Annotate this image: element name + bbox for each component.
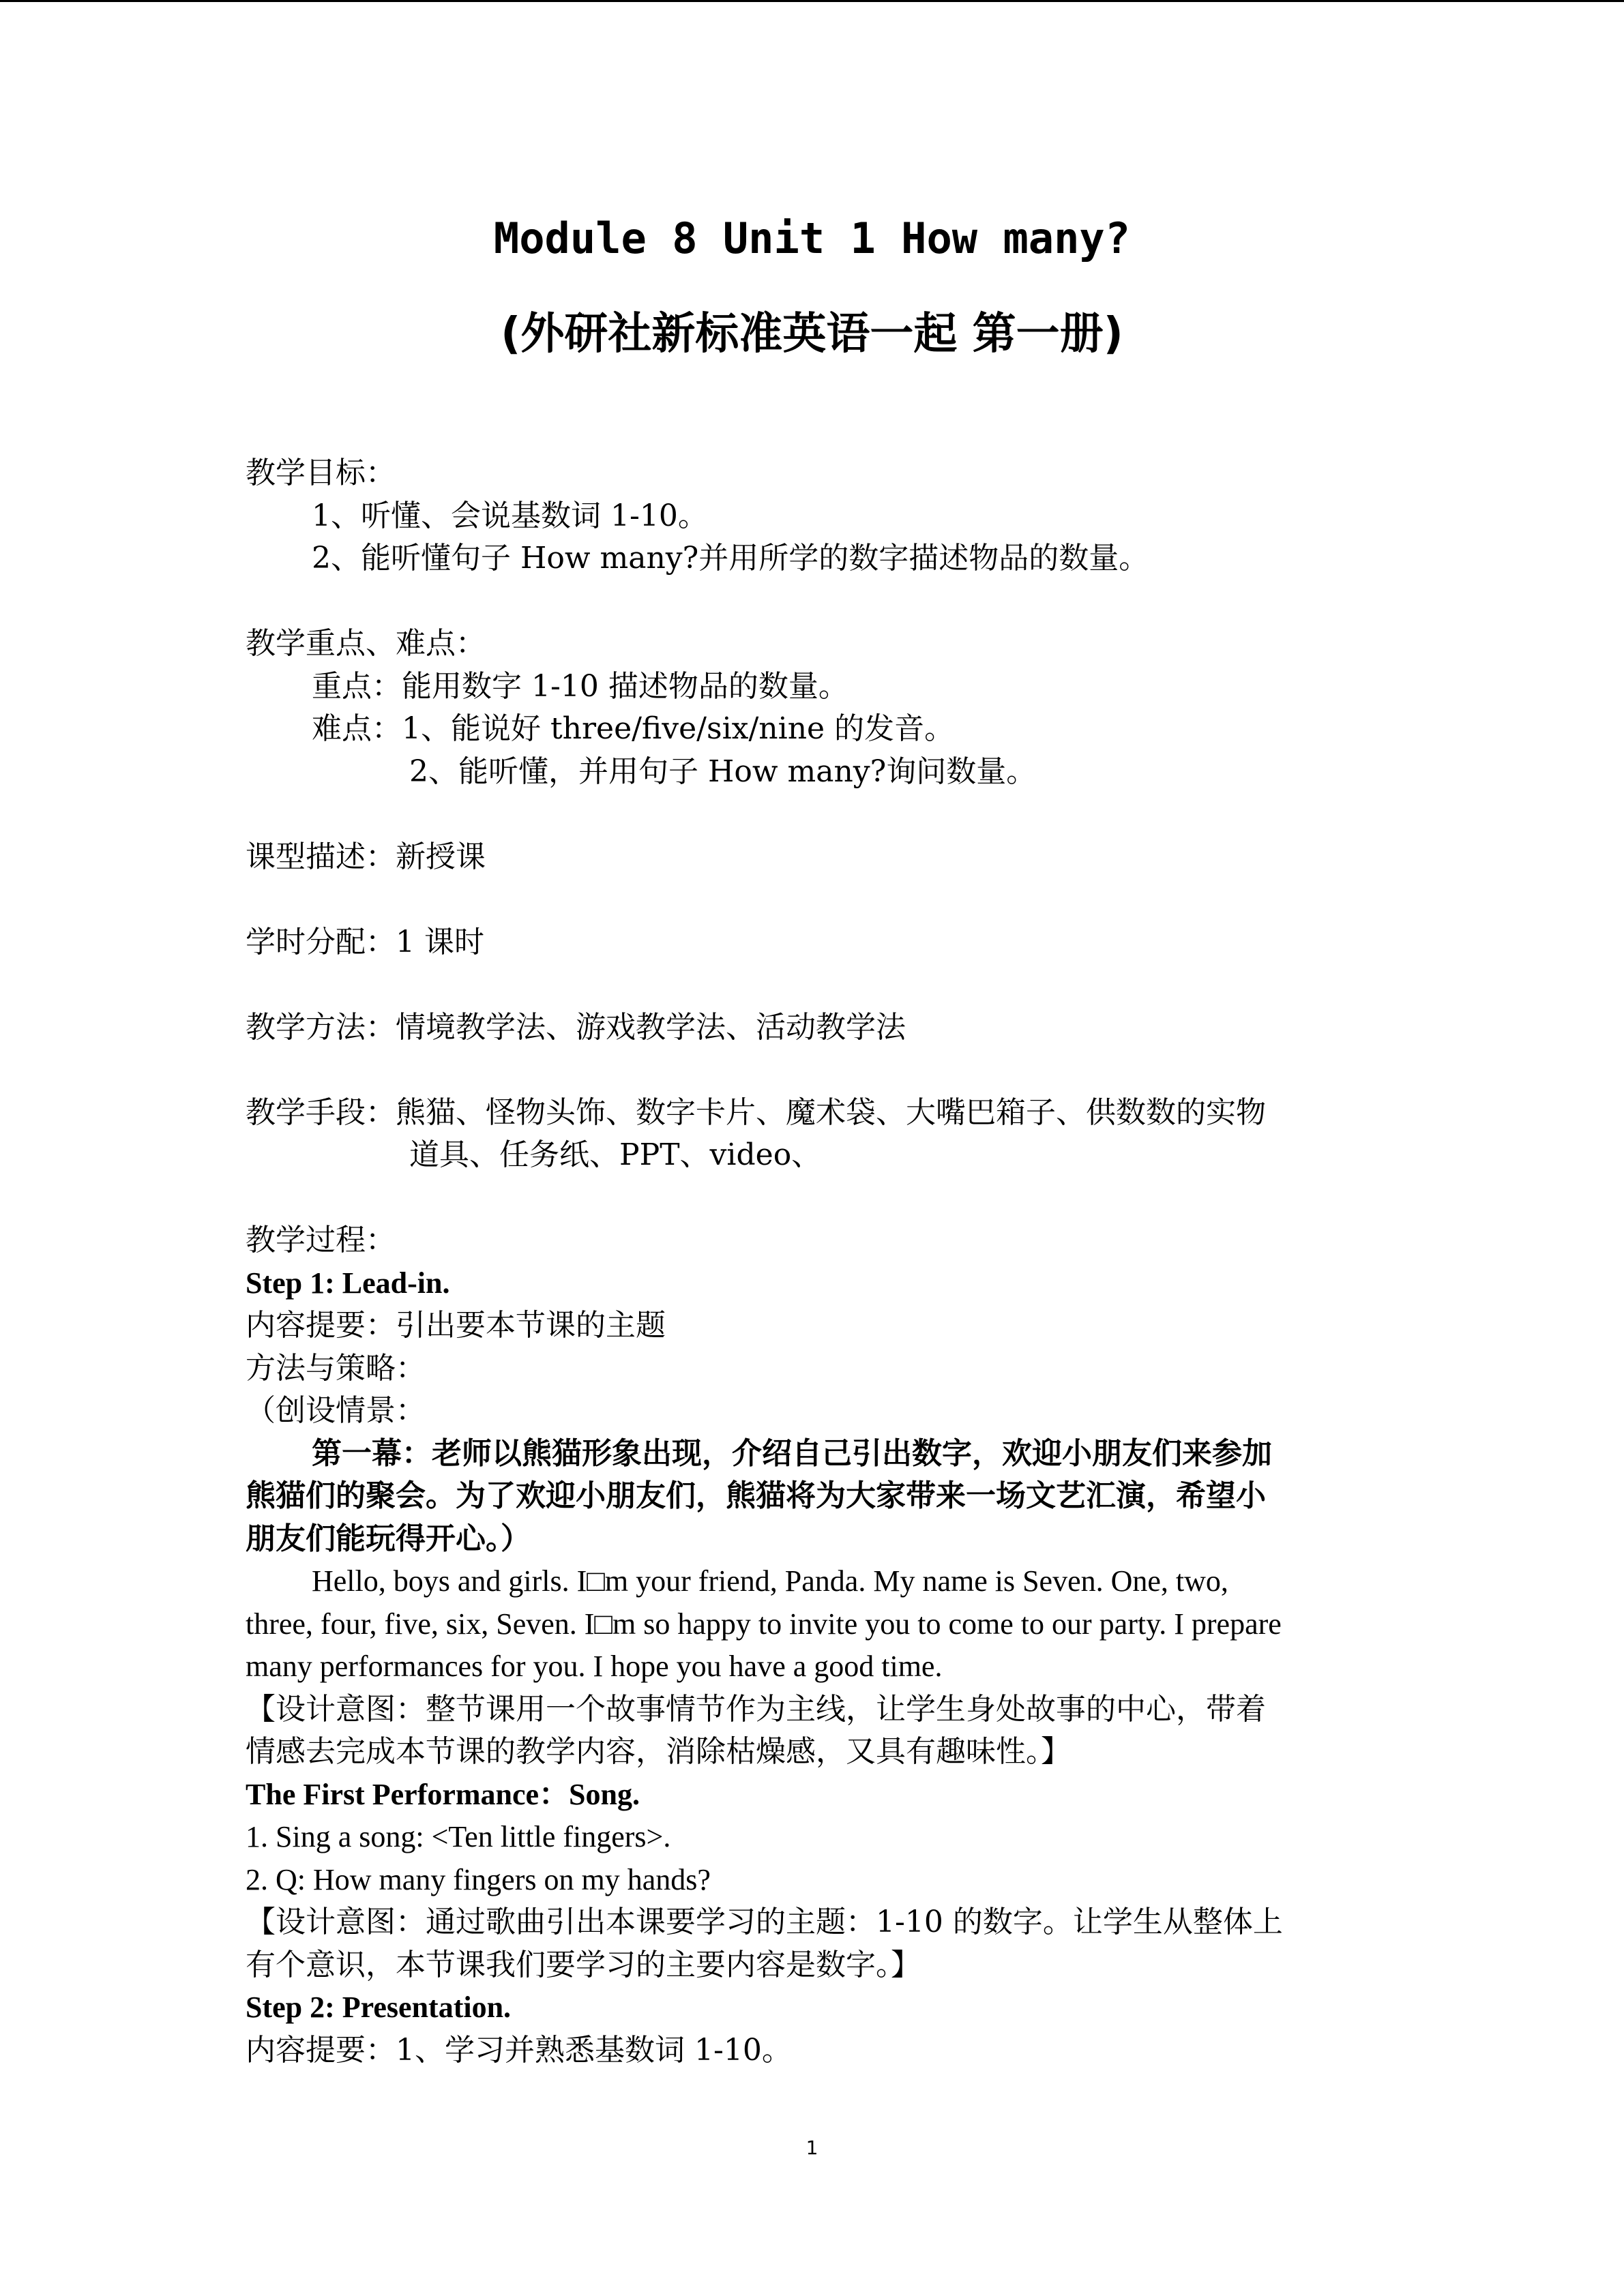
teaching-tools-line-2: 道具、任务纸、PPT、video、: [409, 1137, 822, 1172]
goals-heading: 教学目标：: [246, 456, 396, 490]
design-intent-1-line-1: 【设计意图：整节课用一个故事情节作为主线，让学生身处故事的中心，带着: [246, 1691, 1266, 1727]
speech-line-2: three, four, five, six, Seven. I□m so happy to invite you to come to our party. I prepare: [246, 1607, 1282, 1641]
scene-text-line-1: 第一幕：老师以熊猫形象出现，介绍自己引出数字，欢迎小朋友们来参加: [312, 1435, 1272, 1471]
key-points-heading: 教学重点、难点：: [246, 626, 486, 661]
first-performance-item-2: 2. Q: How many fingers on my hands?: [246, 1862, 711, 1896]
step-1-heading: Step 1: Lead-in.: [246, 1266, 450, 1300]
design-intent-2-line-2: 有个意识，本节课我们要学习的主要内容是数字。】: [246, 1947, 921, 1982]
document-subtitle: (外研社新标准英语一起 第一册): [501, 309, 1123, 359]
step-1-strategy: 方法与策略：: [246, 1350, 426, 1386]
step-2-content: 内容提要：1、学习并熟悉基数词 1-10。: [246, 2032, 792, 2068]
speech-line-3: many performances for you. I hope you have a good time.: [246, 1650, 943, 1683]
document-body: [246, 452, 1378, 2072]
first-performance-item-1: 1. Sing a song: <Ten little fingers>.: [246, 1820, 671, 1853]
document-title: Module 8 Unit 1 How many?: [493, 213, 1131, 263]
teaching-tools-line-1: 教学手段：熊猫、怪物头饰、数字卡片、魔术袋、大嘴巴箱子、供数数的实物: [246, 1094, 1266, 1130]
teaching-methods: 教学方法：情境教学法、游戏教学法、活动教学法: [246, 1009, 906, 1045]
process-heading: 教学过程：: [246, 1223, 396, 1257]
scene-intro: （创设情景：: [246, 1393, 426, 1428]
goal-item-2: 2、能听懂句子 How many?并用所学的数字描述物品的数量。: [312, 541, 1149, 576]
design-intent-2-line-1: 【设计意图：通过歌曲引出本课要学习的主题：1-10 的数字。让学生从整体上: [246, 1905, 1283, 1939]
design-intent-1-line-2: 情感去完成本节课的教学内容，消除枯燥感，又具有趣味性。】: [246, 1734, 1071, 1769]
first-performance-heading: The First Performance：Song.: [246, 1777, 640, 1811]
scene-text-line-3: 朋友们能玩得开心。）: [246, 1521, 531, 1556]
speech-line-1: Hello, boys and girls. I□m your friend, Panda. My name is Seven. One, two,: [312, 1564, 1228, 1598]
page-number: 1: [806, 2136, 818, 2159]
step-2-heading: Step 2: Presentation.: [246, 1991, 512, 2024]
goal-item-1: 1、听懂、会说基数词 1-10。: [312, 498, 708, 533]
key-point-difficulty-1: 难点：1、能说好 three/five/six/nine 的发音。: [312, 711, 955, 746]
scene-text-line-2: 熊猫们的聚会。为了欢迎小朋友们，熊猫将为大家带来一场文艺汇演，希望小: [246, 1478, 1266, 1513]
step-1-content: 内容提要：引出要本节课的主题: [246, 1308, 666, 1343]
key-point-difficulty-2: 2、能听懂，并用句子 How many?询问数量。: [409, 754, 1037, 789]
lesson-time: 学时分配：1 课时: [246, 924, 484, 959]
lesson-type: 课型描述：新授课: [246, 839, 486, 874]
key-point-focus: 重点：能用数字 1-10 描述物品的数量。: [312, 668, 848, 704]
